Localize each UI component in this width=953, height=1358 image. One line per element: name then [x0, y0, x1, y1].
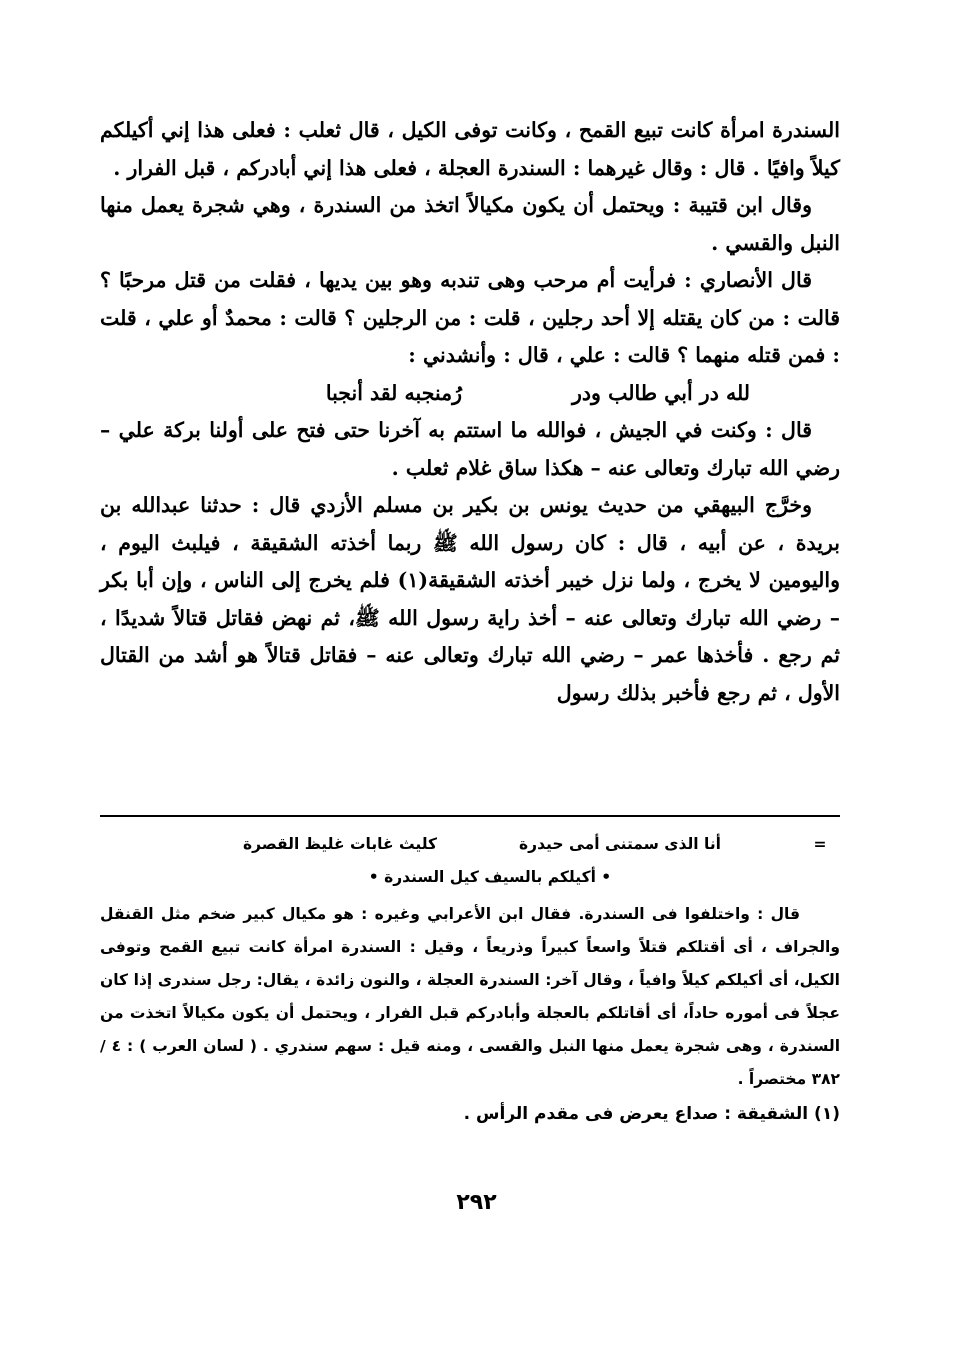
continuation-mark: = [813, 835, 827, 853]
footnote-verse-first-hemistich: أنا الذى سمتنى أمى حيدرة [519, 835, 721, 853]
paragraph-4: قال : وكنت في الجيش ، فوالله ما استتم به آخرنا حتى فتح على أولنا بركة علي – رضي الله تبارك وتعالى عنه – هكذا ساق غلام ثعلب . [100, 418, 840, 480]
footnotes [100, 828, 840, 1131]
paragraph-5: وخرَّج البيهقي من حديث يونس بن بكير بن مسلم الأزدي قال : حدثنا عبدالله بن بريدة ، عن أبيه ، قال : كان رسول الله ﷺ ربما أخذته الشقيقة ، فيلبث اليوم ، واليومين لا يخرج ، ولما نزل خيبر أخذته الشقيقة(١) فلم يخرج إلى الناس ، وإن أبا بكر – رضي الله تبارك وتعالى عنه – أخذ راية رسول الله ﷺ، ثم نهض فقاتل قتالاً شديدًا ، ثم رجع . فأخذها عمر – رضي الله تبارك وتعالى عنه – فقاتل قتالاً هو أشد من القتال الأول ، ثم رجع فأخبر بذلك رسول [100, 493, 840, 705]
paragraph-3: قال الأنصاري : فرأيت أم مرحب وهى تندبه وهو بين يديها ، فقلت من قتل مرحبًا ؟ قالت : من كان يقتله إلا أحد رجلين ، قلت : من الرجلين ؟ قالت : محمدٌ أو علي ، قلت : فمن قتله منهما ؟ قالت : علي ، قال : وأنشدني : [100, 268, 840, 367]
paragraph-2: وقال ابن قتيبة : ويحتمل أن يكون مكيالاً اتخذ من السندرة ، وهي شجرة يعمل منها النبل والقسي . [100, 193, 840, 255]
main-text [100, 112, 840, 712]
paragraph-1: السندرة امرأة كانت تبيع القمح ، وكانت توفى الكيل ، قال ثعلب : فعلى هذا إني أكيلكم كيلاً وافيًا . قال : وقال غيرهما : السندرة العجلة ، فعلى هذا إني أبادركم ، قبل الفرار . [100, 118, 840, 180]
footnote-separator [100, 815, 840, 817]
footnote-verse-line-2: • أكيلكم بالسيف كيل السندرة • [368, 868, 612, 886]
footnote-commentary: قال : واختلفوا فى السندرة. فقال ابن الأعرابي وغيره : هو مكيال كبير ضخم مثل القنقل والجراف ، أى أقتلكم قتلاً واسعاً كبيراً وذريعاً ، وقيل : السندرة امرأة كانت تبيع القمح وتوفى الكيل، أى أكيلكم كيلاً وافياً ، وقال آخر: السندرة العجلة ، والنون زائدة ، يقال: رجل سندرى إذا كان عجلاً فى أموره حاداً، أى أقاتلكم بالعجلة وأبادركم قبل الفرار ، ويحتمل أن يكون مكيالاً اتخذت من السندرة ، وهى شجرة يعمل منها النبل والقسى ، ومنه قيل : سهم سندري . ( لسان العرب ) : ٤ /٣٨٢ مختصراً . [100, 905, 841, 1088]
verse-second-hemistich: رُمنجبه لقد أنجبا [325, 380, 463, 405]
footnote-1: (١) الشقيقة : صداع يعرض فى مقدم الرأس . [463, 1104, 840, 1124]
verse-first-hemistich: لله در أبي طالب ودر [572, 380, 750, 405]
footnote-verse-second-hemistich: كليث غابات غليظ القصرة [242, 835, 438, 853]
poem-verse [100, 375, 840, 413]
footnote-verse [100, 828, 840, 861]
page-number: ٢٩٢ [456, 1190, 497, 1215]
